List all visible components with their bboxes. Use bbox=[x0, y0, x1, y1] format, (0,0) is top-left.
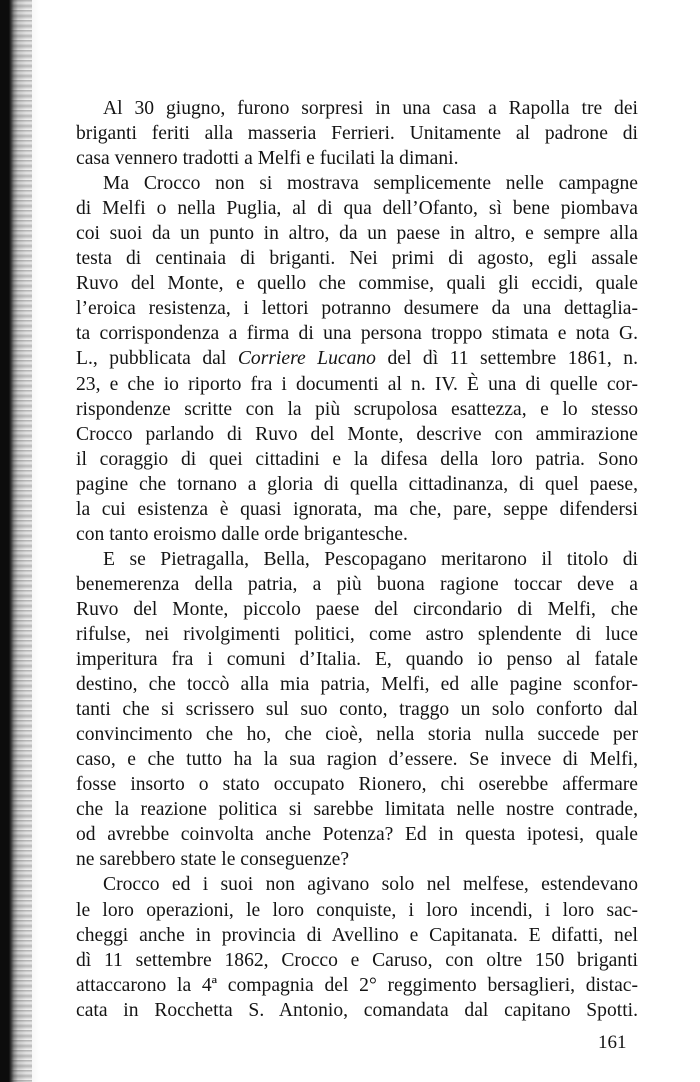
text-line: attaccarono la 4ª compagnia del 2° reggimento bersaglieri, distac- bbox=[76, 974, 638, 996]
text-line: E se Pietragalla, Bella, Pescopagano meritarono il titolo di bbox=[103, 548, 638, 570]
text-line: caso, e che tutto ha la sua ragion d’essere. Se invece di Melfi, bbox=[76, 749, 638, 771]
text-line: il coraggio di quei cittadini e la difesa della loro patria. Sono bbox=[76, 448, 638, 470]
text-line: l’eroica resistenza, i lettori potranno desumere da una dettaglia- bbox=[76, 298, 638, 320]
newspaper-title: Corriere Lucano bbox=[237, 348, 376, 370]
book-binding-edge bbox=[0, 0, 48, 1082]
text-line: cheggi anche in provincia di Avellino e Capitanata. E difatti, nel bbox=[76, 924, 638, 946]
page-number: 161 bbox=[598, 1032, 627, 1053]
text-line: imperitura fra i comuni d’Italia. E, quando io penso al fatale bbox=[76, 649, 638, 671]
text-line: testa di centinaia di briganti. Nei primi di agosto, egli assale bbox=[76, 248, 638, 270]
text-line: Crocco parlando di Ruvo del Monte, descrive con ammirazione bbox=[76, 423, 638, 445]
text-line: Ma Crocco non si mostrava semplicemente nelle campagne bbox=[103, 173, 638, 195]
text-line: ne sarebbero state le conseguenze? bbox=[76, 849, 350, 871]
text-line: con tanto eroismo dalle orde brigantesche. bbox=[76, 523, 408, 545]
text-line: benemerenza della patria, a più buona ragione toccar deve a bbox=[76, 573, 638, 595]
text-line: cata in Rocchetta S. Antonio, comandata dal capitano Spotti. bbox=[76, 999, 638, 1021]
page-body-text bbox=[76, 96, 638, 1023]
text-line: le loro operazioni, le loro conquiste, i loro incendi, i loro sac- bbox=[76, 899, 638, 921]
text-line: fosse insorto o stato occupato Rionero, chi oserebbe affermare bbox=[76, 774, 638, 796]
text-line: coi suoi da un punto in altro, da un paese in altro, e sempre alla bbox=[76, 223, 638, 245]
text-line: rifulse, nei rivolgimenti politici, come astro splendente di luce bbox=[76, 623, 638, 645]
text-line: rispondenze scritte con la più scrupolosa esattezza, e lo stesso bbox=[76, 398, 638, 420]
text-line: che la reazione politica si sarebbe limitata nelle nostre contrade, bbox=[76, 799, 638, 821]
text-line: Ruvo del Monte, e quello che commise, quali gli eccidi, quale bbox=[76, 273, 638, 295]
text-line: la cui esistenza è quasi ignorata, ma che, pare, seppe difendersi bbox=[76, 498, 638, 520]
text-line: ta corrispondenza a firma di una persona troppo stimata e nota G. bbox=[76, 323, 638, 345]
text-line: 23, e che io riporto fra i documenti al n. IV. È una di quelle cor- bbox=[76, 373, 638, 395]
text-line: pagine che tornano a gloria di quella cittadinanza, di quel paese, bbox=[76, 473, 638, 495]
text-line: Crocco ed i suoi non agivano solo nel melfese, estendevano bbox=[103, 874, 638, 896]
text-line: casa vennero tradotti a Melfi e fucilati la dimani. bbox=[76, 148, 459, 170]
text-line: Al 30 giugno, furono sorpresi in una casa a Rapolla tre dei bbox=[103, 98, 638, 119]
text-line: od avrebbe coinvolta anche Potenza? Ed in questa ipotesi, quale bbox=[76, 824, 638, 846]
text-line: briganti feriti alla masseria Ferrieri. Unitamente al padrone di bbox=[76, 123, 638, 145]
text-line: dì 11 settembre 1862, Crocco e Caruso, con oltre 150 briganti bbox=[76, 949, 638, 971]
text-line: tanti che si scrissero sul suo conto, traggo un solo conforto dal bbox=[76, 699, 638, 721]
text-line: convincimento che ho, che cioè, nella storia nulla succede per bbox=[76, 724, 638, 746]
text-line: L., pubblicata dal Corriere Lucano del dì 11 settembre 1861, n. bbox=[76, 348, 638, 370]
text-line: destino, che toccò alla mia patria, Melfi, ed alle pagine sconfor- bbox=[76, 674, 638, 696]
text-line: Ruvo del Monte, piccolo paese del circondario di Melfi, che bbox=[76, 598, 638, 620]
text-line: di Melfi o nella Puglia, al di qua dell’Ofanto, sì bene piombava bbox=[76, 198, 638, 220]
